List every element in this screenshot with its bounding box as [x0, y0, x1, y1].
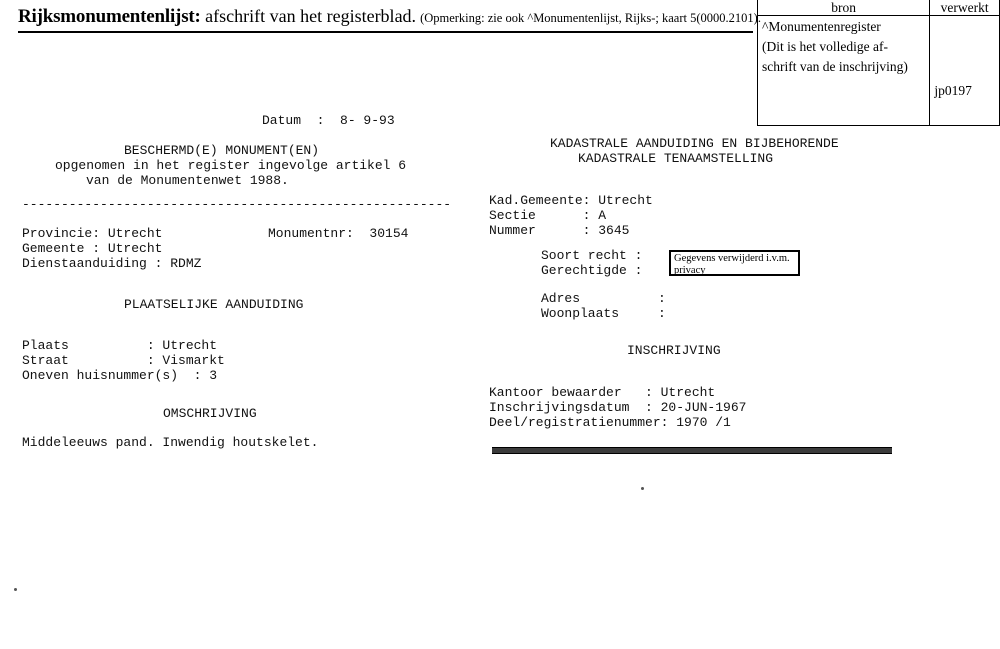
adres-line: Adres :	[541, 291, 666, 306]
column-header-verwerkt: verwerkt	[930, 0, 1000, 16]
beschermd-heading-line-3: van de Monumentenwet 1988.	[86, 173, 289, 188]
kantoor-bewaarder-line: Kantoor bewaarder : Utrecht	[489, 385, 716, 400]
inschrijving-heading: INSCHRIJVING	[627, 343, 721, 358]
cell-verwerkt-value: jp0197	[930, 16, 1000, 126]
beschermd-heading-line-2: opgenomen in het register ingevolge artikel 6	[55, 158, 407, 173]
privacy-notice-line-1: Gegevens verwijderd i.v.m.	[674, 253, 790, 264]
plaats-line: Plaats : Utrecht	[22, 338, 218, 353]
deel-registratienummer-line: Deel/registratienummer: 1970 /1	[489, 415, 731, 430]
plaatselijke-aanduiding-heading: PLAATSELIJKE AANDUIDING	[124, 297, 304, 312]
table-row	[758, 16, 1000, 126]
soort-recht-line: Soort recht :	[541, 248, 643, 263]
cell-bron-value	[758, 16, 930, 126]
straat-line: Straat : Vismarkt	[22, 353, 225, 368]
bron-line-2: (Dit is het volledige af-	[762, 39, 888, 54]
provincie-line: Provincie: Utrecht	[22, 226, 163, 241]
kadastrale-heading-line-1: KADASTRALE AANDUIDING EN BIJBEHORENDE	[550, 136, 839, 151]
page-title	[18, 6, 761, 28]
page-title-sub: afschrift van het registerblad.	[200, 6, 417, 26]
omschrijving-text: Middeleeuws pand. Inwendig houtskelet.	[22, 435, 319, 450]
omschrijving-heading: OMSCHRIJVING	[163, 406, 257, 421]
page-title-main: Rijksmonumentenlijst:	[18, 6, 201, 27]
dienstaanduiding-line: Dienstaanduiding : RDMZ	[22, 256, 202, 271]
column-header-bron: bron	[758, 0, 930, 16]
header-divider	[18, 31, 753, 33]
datum-line: Datum : 8- 9-93	[262, 113, 395, 128]
sectie-line: Sectie : A	[489, 208, 607, 223]
nummer-line: Nummer : 3645	[489, 223, 630, 238]
huisnummer-line: Oneven huisnummer(s) : 3	[22, 368, 218, 383]
monumentnr-line: Monumentnr: 30154	[268, 226, 409, 241]
privacy-redaction-box	[669, 250, 800, 276]
scan-speck	[641, 487, 644, 490]
table-header-row	[758, 0, 1000, 16]
kad-gemeente-line: Kad.Gemeente: Utrecht	[489, 193, 653, 208]
privacy-notice-line-2: privacy	[674, 265, 706, 276]
inschrijvingsdatum-line: Inschrijvingsdatum : 20-JUN-1967	[489, 400, 747, 415]
gerechtigde-line: Gerechtigde :	[541, 263, 643, 278]
page-title-note: (Opmerking: zie ook ^Monumentenlijst, Rijks-; kaart 5(0000.2101).	[420, 11, 761, 25]
source-meta-table	[757, 0, 1000, 126]
bron-line-1: ^Monumentenregister	[762, 19, 881, 34]
bron-line-3: schrift van de inschrijving)	[762, 59, 908, 74]
bottom-divider	[492, 447, 892, 454]
beschermd-heading-line-1: BESCHERMD(E) MONUMENT(EN)	[124, 143, 320, 158]
woonplaats-line: Woonplaats :	[541, 306, 666, 321]
scan-speck	[14, 588, 17, 591]
section-divider-dashes: -------------------------------------------------------	[22, 197, 452, 212]
kadastrale-heading-line-2: KADASTRALE TENAAMSTELLING	[578, 151, 774, 166]
gemeente-line: Gemeente : Utrecht	[22, 241, 163, 256]
